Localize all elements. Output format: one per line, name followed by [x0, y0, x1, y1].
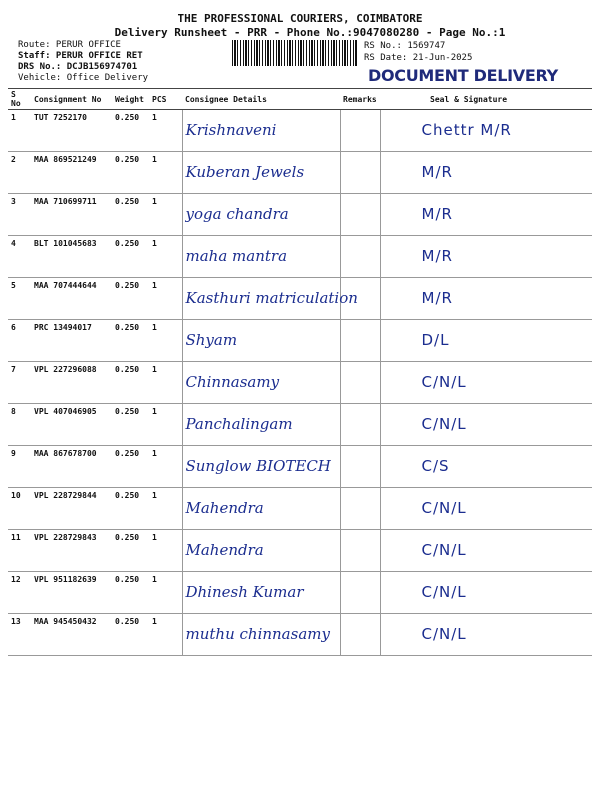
consignee-handwriting: Dhinesh Kumar [185, 583, 304, 601]
signature-handwriting: M/R [421, 163, 453, 181]
table-row [8, 488, 592, 530]
consignee-handwriting: Mahendra [185, 541, 264, 559]
signature-cell [380, 278, 592, 320]
consignment-cell: VPL 228729844 [31, 488, 112, 530]
sno-cell: 4 [8, 236, 31, 278]
signature-handwriting: C/N/L [421, 499, 467, 517]
remarks-cell [340, 488, 380, 530]
signature-handwriting: C/N/L [421, 415, 467, 433]
sno-cell: 7 [8, 362, 31, 404]
consignment-cell: VPL 951182639 [31, 572, 112, 614]
col-weight: Weight [112, 89, 149, 110]
consignee-handwriting: Shyam [185, 331, 238, 349]
signature-cell [380, 488, 592, 530]
pcs-cell: 1 [149, 488, 182, 530]
consignee-cell [182, 488, 340, 530]
signature-cell [380, 614, 592, 656]
sno-cell: 2 [8, 152, 31, 194]
consignee-handwriting: muthu chinnasamy [185, 625, 330, 643]
vehicle-label: Vehicle: Office Delivery [18, 73, 149, 83]
table-row [8, 110, 592, 152]
table-row [8, 614, 592, 656]
col-consignee: Consignee Details [182, 89, 340, 110]
signature-cell [380, 404, 592, 446]
pcs-cell: 1 [149, 446, 182, 488]
remarks-cell [340, 110, 380, 152]
signature-handwriting: D/L [421, 331, 450, 349]
sno-cell: 3 [8, 194, 31, 236]
signature-handwriting: M/R [421, 247, 453, 265]
weight-cell: 0.250 [112, 446, 149, 488]
pcs-cell: 1 [149, 320, 182, 362]
consignee-cell [182, 110, 340, 152]
consignee-handwriting: Sunglow BIOTECH [185, 457, 331, 475]
consignee-handwriting: Krishnaveni [185, 121, 277, 139]
consignee-handwriting: Mahendra [185, 499, 264, 517]
rs-date: RS Date: 21-Jun-2025 [364, 53, 473, 63]
table-row [8, 404, 592, 446]
consignee-cell [182, 362, 340, 404]
weight-cell: 0.250 [112, 110, 149, 152]
pcs-cell: 1 [149, 404, 182, 446]
table-row [8, 362, 592, 404]
col-remarks: Remarks [340, 89, 380, 110]
weight-cell: 0.250 [112, 362, 149, 404]
table-row [8, 236, 592, 278]
signature-cell [380, 110, 592, 152]
weight-cell: 0.250 [112, 278, 149, 320]
pcs-cell: 1 [149, 236, 182, 278]
signature-handwriting: Chettr M/R [421, 121, 512, 139]
consignment-cell: MAA 867678700 [31, 446, 112, 488]
consignment-cell: VPL 227296088 [31, 362, 112, 404]
company-title: THE PROFESSIONAL COURIERS, COIMBATORE [177, 12, 423, 25]
sno-cell: 13 [8, 614, 31, 656]
signature-handwriting: C/S [421, 457, 450, 475]
pcs-cell: 1 [149, 530, 182, 572]
consignee-cell [182, 446, 340, 488]
consignment-cell: MAA 710699711 [31, 194, 112, 236]
signature-handwriting: C/N/L [421, 625, 467, 643]
consignee-handwriting: Kuberan Jewels [185, 163, 305, 181]
pcs-cell: 1 [149, 362, 182, 404]
consignee-cell [182, 320, 340, 362]
table-row [8, 194, 592, 236]
weight-cell: 0.250 [112, 488, 149, 530]
weight-cell: 0.250 [112, 404, 149, 446]
drs-number: DRS No.: DCJB156974701 [18, 62, 138, 72]
sno-cell: 12 [8, 572, 31, 614]
consignment-cell: VPL 228729843 [31, 530, 112, 572]
barcode-image [232, 40, 358, 66]
consignee-cell [182, 530, 340, 572]
consignment-cell: MAA 945450432 [31, 614, 112, 656]
signature-handwriting: M/R [421, 289, 453, 307]
consignment-cell: MAA 707444644 [31, 278, 112, 320]
table-row [8, 152, 592, 194]
weight-cell: 0.250 [112, 152, 149, 194]
consignee-cell [182, 278, 358, 320]
route-label: Route: PERUR OFFICE [18, 40, 121, 50]
remarks-cell [340, 152, 380, 194]
weight-cell: 0.250 [112, 320, 149, 362]
signature-cell [380, 362, 592, 404]
rs-number: RS No.: 1569747 [364, 41, 446, 51]
remarks-cell [340, 572, 380, 614]
consignee-cell [182, 236, 340, 278]
signature-handwriting: C/N/L [421, 541, 467, 559]
col-pcs: PCS [149, 89, 182, 110]
consignment-cell: VPL 407046905 [31, 404, 112, 446]
consignee-handwriting: Kasthuri matriculation [185, 289, 358, 307]
pcs-cell: 1 [149, 110, 182, 152]
signature-cell [380, 194, 592, 236]
sno-cell: 8 [8, 404, 31, 446]
signature-cell [380, 530, 592, 572]
table-header-row [8, 89, 592, 110]
consignee-handwriting: maha mantra [185, 247, 288, 265]
col-seal: Seal & Signature [380, 89, 592, 110]
remarks-cell [340, 614, 380, 656]
consignee-cell [182, 152, 340, 194]
table-row [8, 530, 592, 572]
consignee-handwriting: Chinnasamy [185, 373, 280, 391]
sno-cell: 5 [8, 278, 31, 320]
sno-cell: 10 [8, 488, 31, 530]
pcs-cell: 1 [149, 614, 182, 656]
table-row [8, 278, 592, 320]
consignee-cell [182, 194, 340, 236]
table-row [8, 446, 592, 488]
signature-cell [380, 572, 592, 614]
runsheet-subtitle: Delivery Runsheet - PRR - Phone No.:9047080280 - Page No.:1 [114, 26, 506, 39]
runsheet-table [8, 88, 592, 656]
remarks-cell [340, 194, 380, 236]
sno-cell: 1 [8, 110, 31, 152]
remarks-cell [340, 236, 380, 278]
signature-cell [380, 446, 592, 488]
consignee-cell [182, 572, 340, 614]
remarks-cell [340, 530, 380, 572]
pcs-cell: 1 [149, 194, 182, 236]
pcs-cell: 1 [149, 572, 182, 614]
consignment-cell: BLT 101045683 [31, 236, 112, 278]
col-consignment: Consignment No [31, 89, 112, 110]
consignment-cell: MAA 869521249 [31, 152, 112, 194]
signature-handwriting: C/N/L [421, 583, 467, 601]
table-row [8, 320, 592, 362]
col-sno: S No [8, 89, 31, 110]
weight-cell: 0.250 [112, 572, 149, 614]
staff-label: Staff: PERUR OFFICE RET [18, 51, 143, 61]
table-row [8, 572, 592, 614]
signature-handwriting: M/R [421, 205, 453, 223]
signature-handwriting: C/N/L [421, 373, 467, 391]
consignee-handwriting: yoga chandra [185, 205, 289, 223]
weight-cell: 0.250 [112, 530, 149, 572]
pcs-cell: 1 [149, 152, 182, 194]
sno-cell: 6 [8, 320, 31, 362]
consignee-cell [182, 614, 340, 656]
signature-cell [380, 152, 592, 194]
document-delivery-stamp: DOCUMENT DELIVERY [368, 66, 558, 85]
signature-cell [380, 236, 592, 278]
consignee-cell [182, 404, 340, 446]
consignment-cell: TUT 7252170 [31, 110, 112, 152]
sno-cell: 9 [8, 446, 31, 488]
remarks-cell [340, 404, 380, 446]
weight-cell: 0.250 [112, 194, 149, 236]
weight-cell: 0.250 [112, 236, 149, 278]
remarks-cell [340, 362, 380, 404]
signature-cell [380, 320, 592, 362]
consignee-handwriting: Panchalingam [185, 415, 293, 433]
remarks-cell [340, 320, 380, 362]
pcs-cell: 1 [149, 278, 182, 320]
remarks-cell [340, 446, 380, 488]
consignment-cell: PRC 13494017 [31, 320, 112, 362]
sno-cell: 11 [8, 530, 31, 572]
weight-cell: 0.250 [112, 614, 149, 656]
